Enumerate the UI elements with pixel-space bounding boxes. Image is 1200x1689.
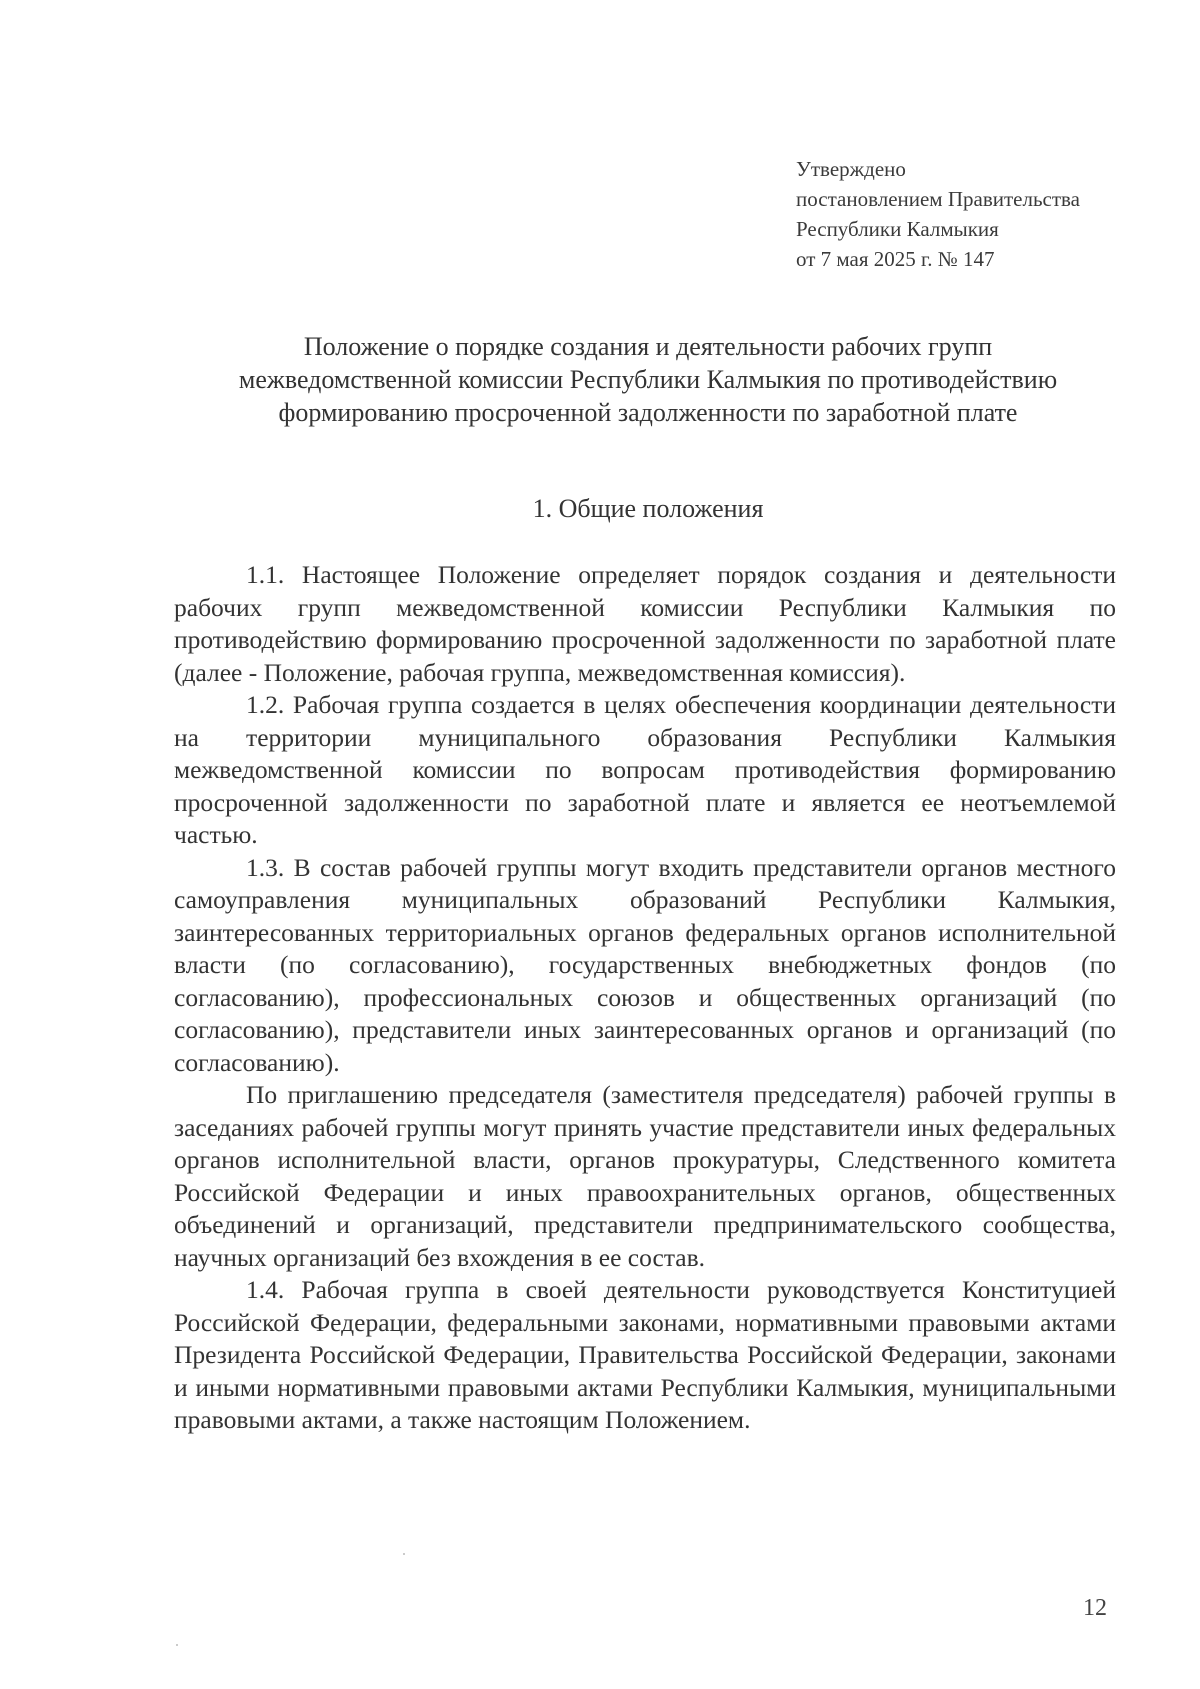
scan-artifact <box>176 1644 178 1646</box>
paragraph-1-2: 1.2. Рабочая группа создается в целях обеспечения координации деятельности на территории муниципального образования Республики Калмыкия межведомственной комиссии по вопросам противодействия формированию просроченной задолженности по заработной плате и является ее неотъемлемой частью. <box>174 690 1116 849</box>
approval-line: Республики Калмыкия <box>796 217 999 241</box>
paragraph-1-3-continued: По приглашению председателя (заместителя председателя) рабочей группы в заседаниях рабочей группы могут принять участие представители иных федеральных органов исполнительной власти, органов прокуратуры, Следственного комитета Российской Федерации и иных правоохранительных органов, общественных объединений и организаций, представители предпринимательского сообщества, научных организаций без вхождения в ее состав. <box>174 1080 1116 1272</box>
section-heading: 1. Общие положения <box>532 494 764 523</box>
approval-line: Утверждено <box>796 157 906 181</box>
title-line: формированию просроченной задолженности по заработной плате <box>278 398 1018 427</box>
approval-date-line: от 7 мая 2025 г. № 147 <box>796 247 995 271</box>
approval-stamp <box>796 154 1080 274</box>
document-title <box>170 330 1126 429</box>
paragraph-1-4: 1.4. Рабочая группа в своей деятельности руководствуется Конституцией Российской Федерации, федеральными законами, нормативными правовыми актами Президента Российской Федерации, Правительства Российской Федерации, законами и иными нормативными правовыми актами Республики Калмыкия, муниципальными правовыми актами, а также настоящим Положением. <box>174 1275 1116 1434</box>
title-line: Положение о порядке создания и деятельности рабочих групп <box>303 332 993 361</box>
paragraph-1-3: 1.3. В состав рабочей группы могут входить представители органов местного самоуправления муниципальных образований Республики Калмыкия, заинтересованных территориальных органов федеральных органов исполнительной власти (по согласованию), государственных внебюджетных фондов (по согласованию), профессиональных союзов и общественных организаций (по согласованию), представители иных заинтересованных органов и организаций (по согласованию). <box>174 852 1116 1077</box>
document-body <box>174 559 1116 1437</box>
scan-artifact <box>403 1553 405 1555</box>
page-number: 12 <box>1083 1595 1107 1621</box>
approval-line: постановлением Правительства <box>796 187 1081 211</box>
paragraph-1-1: 1.1. Настоящее Положение определяет порядок создания и деятельности рабочих групп межведомственной комиссии Республики Калмыкия по противодействию формированию просроченной задолженности по заработной плате (далее - Положение, рабочая группа, межведомственная комиссия). <box>174 560 1116 687</box>
title-line: межведомственной комиссии Республики Калмыкия по противодействию <box>238 365 1058 394</box>
